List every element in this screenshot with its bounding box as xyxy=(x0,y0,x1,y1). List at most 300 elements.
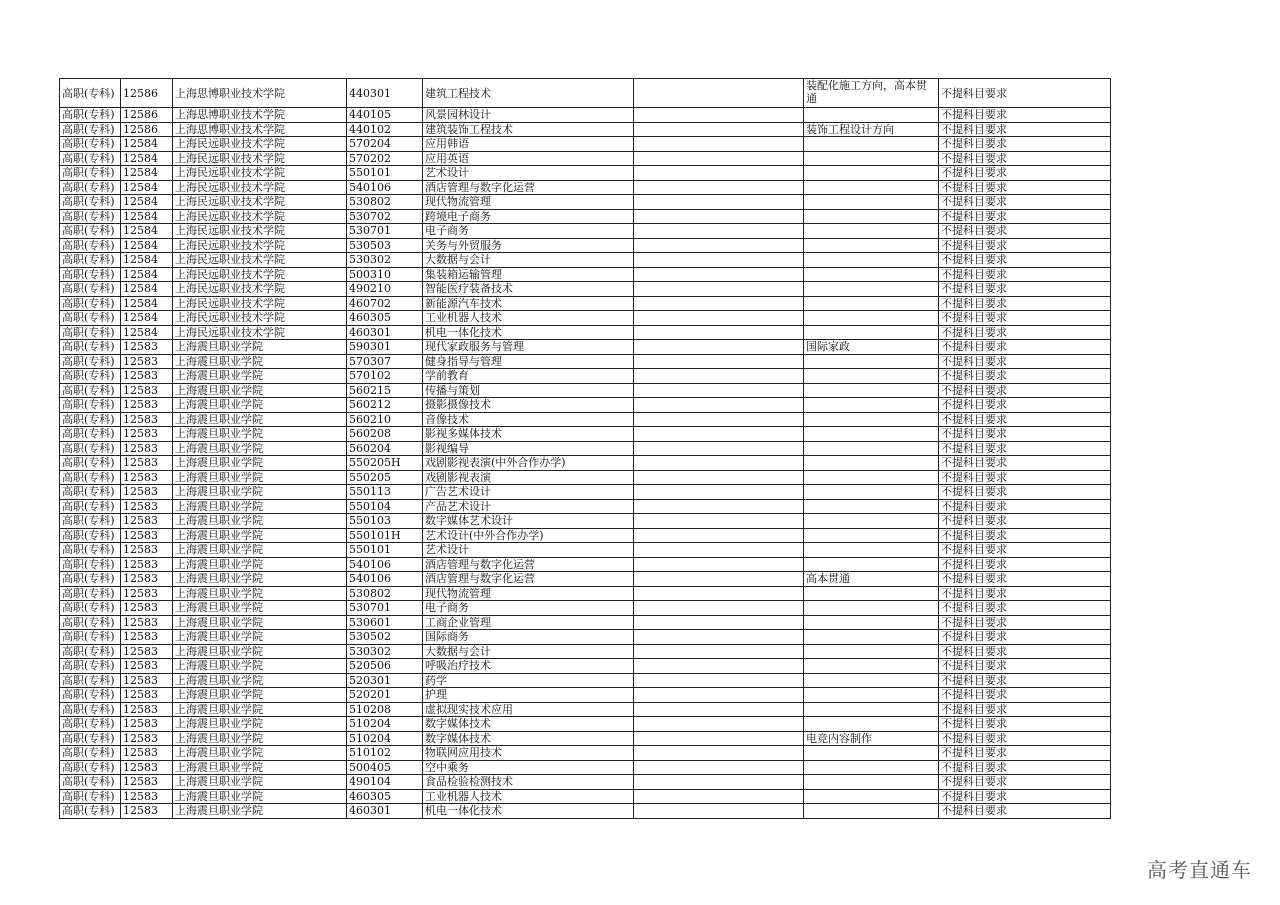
major-name-cell: 数字媒体艺术设计 xyxy=(423,514,634,529)
school-code-cell: 12583 xyxy=(121,499,173,514)
major-name-cell: 跨境电子商务 xyxy=(423,209,634,224)
major-name-cell: 关务与外贸服务 xyxy=(423,238,634,253)
major-code-cell: 550103 xyxy=(347,514,423,529)
major-name-cell: 戏剧影视表演(中外合作办学) xyxy=(423,456,634,471)
blank-cell xyxy=(634,296,804,311)
remark-cell xyxy=(804,238,939,253)
subject-requirement-cell: 不提科目要求 xyxy=(939,673,1111,688)
remark-cell: 高本贯通 xyxy=(804,572,939,587)
level-cell: 高职(专科) xyxy=(60,746,121,761)
major-name-cell: 产品艺术设计 xyxy=(423,499,634,514)
major-name-cell: 数字媒体技术 xyxy=(423,717,634,732)
school-code-cell: 12584 xyxy=(121,325,173,340)
subject-requirement-cell: 不提科目要求 xyxy=(939,586,1111,601)
table-row xyxy=(60,238,1111,253)
school-code-cell: 12583 xyxy=(121,383,173,398)
school-name-cell: 上海震旦职业学院 xyxy=(173,659,347,674)
school-code-cell: 12583 xyxy=(121,354,173,369)
level-cell: 高职(专科) xyxy=(60,557,121,572)
major-name-cell: 传播与策划 xyxy=(423,383,634,398)
school-name-cell: 上海思博职业技术学院 xyxy=(173,79,347,108)
subject-requirement-cell: 不提科目要求 xyxy=(939,760,1111,775)
major-name-cell: 现代物流管理 xyxy=(423,195,634,210)
level-cell: 高职(专科) xyxy=(60,137,121,152)
major-name-cell: 酒店管理与数字化运营 xyxy=(423,557,634,572)
subject-requirement-cell: 不提科目要求 xyxy=(939,528,1111,543)
blank-cell xyxy=(634,398,804,413)
table-row xyxy=(60,267,1111,282)
major-name-cell: 食品检验检测技术 xyxy=(423,775,634,790)
table-row xyxy=(60,456,1111,471)
remark-cell xyxy=(804,427,939,442)
table-row xyxy=(60,499,1111,514)
major-name-cell: 大数据与会计 xyxy=(423,644,634,659)
blank-cell xyxy=(634,804,804,819)
table-row xyxy=(60,412,1111,427)
major-name-cell: 空中乘务 xyxy=(423,760,634,775)
level-cell: 高职(专科) xyxy=(60,209,121,224)
major-name-cell: 药学 xyxy=(423,673,634,688)
remark-cell xyxy=(804,644,939,659)
school-code-cell: 12583 xyxy=(121,340,173,355)
subject-requirement-cell: 不提科目要求 xyxy=(939,180,1111,195)
major-table xyxy=(59,78,1111,819)
level-cell: 高职(专科) xyxy=(60,644,121,659)
table-row xyxy=(60,804,1111,819)
remark-cell xyxy=(804,383,939,398)
major-code-cell: 560215 xyxy=(347,383,423,398)
table-row xyxy=(60,659,1111,674)
school-code-cell: 12583 xyxy=(121,717,173,732)
level-cell: 高职(专科) xyxy=(60,195,121,210)
major-name-cell: 电子商务 xyxy=(423,224,634,239)
table-row xyxy=(60,441,1111,456)
blank-cell xyxy=(634,470,804,485)
major-code-cell: 530302 xyxy=(347,253,423,268)
school-name-cell: 上海震旦职业学院 xyxy=(173,717,347,732)
table-row xyxy=(60,151,1111,166)
subject-requirement-cell: 不提科目要求 xyxy=(939,644,1111,659)
level-cell: 高职(专科) xyxy=(60,775,121,790)
subject-requirement-cell: 不提科目要求 xyxy=(939,630,1111,645)
school-name-cell: 上海震旦职业学院 xyxy=(173,528,347,543)
major-name-cell: 现代家政服务与管理 xyxy=(423,340,634,355)
school-code-cell: 12584 xyxy=(121,137,173,152)
remark-cell xyxy=(804,195,939,210)
major-name-cell: 机电一体化技术 xyxy=(423,804,634,819)
school-name-cell: 上海民远职业技术学院 xyxy=(173,195,347,210)
blank-cell xyxy=(634,137,804,152)
blank-cell xyxy=(634,180,804,195)
school-name-cell: 上海震旦职业学院 xyxy=(173,673,347,688)
subject-requirement-cell: 不提科目要求 xyxy=(939,717,1111,732)
level-cell: 高职(专科) xyxy=(60,499,121,514)
level-cell: 高职(专科) xyxy=(60,180,121,195)
remark-cell xyxy=(804,108,939,123)
major-code-cell: 500310 xyxy=(347,267,423,282)
major-code-cell: 490104 xyxy=(347,775,423,790)
major-table-body xyxy=(60,79,1111,819)
blank-cell xyxy=(634,717,804,732)
blank-cell xyxy=(634,659,804,674)
table-row xyxy=(60,760,1111,775)
level-cell: 高职(专科) xyxy=(60,412,121,427)
blank-cell xyxy=(634,543,804,558)
level-cell: 高职(专科) xyxy=(60,804,121,819)
table-row xyxy=(60,702,1111,717)
table-row xyxy=(60,311,1111,326)
school-name-cell: 上海思博职业技术学院 xyxy=(173,108,347,123)
subject-requirement-cell: 不提科目要求 xyxy=(939,369,1111,384)
subject-requirement-cell: 不提科目要求 xyxy=(939,311,1111,326)
remark-cell xyxy=(804,267,939,282)
subject-requirement-cell: 不提科目要求 xyxy=(939,166,1111,181)
table-row xyxy=(60,137,1111,152)
subject-requirement-cell: 不提科目要求 xyxy=(939,209,1111,224)
blank-cell xyxy=(634,731,804,746)
blank-cell xyxy=(634,325,804,340)
blank-cell xyxy=(634,514,804,529)
major-name-cell: 集装箱运输管理 xyxy=(423,267,634,282)
school-code-cell: 12586 xyxy=(121,122,173,137)
level-cell: 高职(专科) xyxy=(60,108,121,123)
school-code-cell: 12584 xyxy=(121,253,173,268)
blank-cell xyxy=(634,427,804,442)
major-code-cell: 530701 xyxy=(347,601,423,616)
school-code-cell: 12584 xyxy=(121,267,173,282)
remark-cell xyxy=(804,586,939,601)
subject-requirement-cell: 不提科目要求 xyxy=(939,615,1111,630)
table-row xyxy=(60,789,1111,804)
school-code-cell: 12584 xyxy=(121,296,173,311)
blank-cell xyxy=(634,166,804,181)
blank-cell xyxy=(634,456,804,471)
school-code-cell: 12584 xyxy=(121,180,173,195)
major-code-cell: 530503 xyxy=(347,238,423,253)
remark-cell xyxy=(804,224,939,239)
school-name-cell: 上海震旦职业学院 xyxy=(173,354,347,369)
school-code-cell: 12584 xyxy=(121,209,173,224)
major-code-cell: 530701 xyxy=(347,224,423,239)
major-name-cell: 建筑工程技术 xyxy=(423,79,634,108)
school-name-cell: 上海民远职业技术学院 xyxy=(173,166,347,181)
school-name-cell: 上海民远职业技术学院 xyxy=(173,253,347,268)
table-row xyxy=(60,296,1111,311)
school-code-cell: 12583 xyxy=(121,789,173,804)
table-row xyxy=(60,383,1111,398)
school-name-cell: 上海震旦职业学院 xyxy=(173,514,347,529)
school-code-cell: 12583 xyxy=(121,485,173,500)
major-code-cell: 520301 xyxy=(347,673,423,688)
blank-cell xyxy=(634,224,804,239)
subject-requirement-cell: 不提科目要求 xyxy=(939,557,1111,572)
subject-requirement-cell: 不提科目要求 xyxy=(939,702,1111,717)
blank-cell xyxy=(634,340,804,355)
major-code-cell: 510204 xyxy=(347,717,423,732)
school-code-cell: 12584 xyxy=(121,224,173,239)
school-code-cell: 12583 xyxy=(121,514,173,529)
school-code-cell: 12583 xyxy=(121,427,173,442)
major-name-cell: 艺术设计 xyxy=(423,543,634,558)
subject-requirement-cell: 不提科目要求 xyxy=(939,688,1111,703)
school-code-cell: 12583 xyxy=(121,586,173,601)
blank-cell xyxy=(634,702,804,717)
level-cell: 高职(专科) xyxy=(60,166,121,181)
remark-cell xyxy=(804,209,939,224)
table-row xyxy=(60,224,1111,239)
level-cell: 高职(专科) xyxy=(60,253,121,268)
blank-cell xyxy=(634,441,804,456)
level-cell: 高职(专科) xyxy=(60,311,121,326)
level-cell: 高职(专科) xyxy=(60,543,121,558)
level-cell: 高职(专科) xyxy=(60,151,121,166)
major-name-cell: 呼吸治疗技术 xyxy=(423,659,634,674)
level-cell: 高职(专科) xyxy=(60,325,121,340)
school-name-cell: 上海震旦职业学院 xyxy=(173,412,347,427)
school-code-cell: 12583 xyxy=(121,456,173,471)
blank-cell xyxy=(634,630,804,645)
remark-cell xyxy=(804,282,939,297)
table-row xyxy=(60,673,1111,688)
school-code-cell: 12584 xyxy=(121,238,173,253)
major-name-cell: 酒店管理与数字化运营 xyxy=(423,180,634,195)
major-code-cell: 520201 xyxy=(347,688,423,703)
school-code-cell: 12583 xyxy=(121,398,173,413)
level-cell: 高职(专科) xyxy=(60,688,121,703)
major-code-cell: 460305 xyxy=(347,311,423,326)
subject-requirement-cell: 不提科目要求 xyxy=(939,746,1111,761)
major-name-cell: 应用韩语 xyxy=(423,137,634,152)
blank-cell xyxy=(634,528,804,543)
school-code-cell: 12583 xyxy=(121,775,173,790)
remark-cell xyxy=(804,804,939,819)
major-name-cell: 国际商务 xyxy=(423,630,634,645)
level-cell: 高职(专科) xyxy=(60,369,121,384)
major-code-cell: 570202 xyxy=(347,151,423,166)
blank-cell xyxy=(634,108,804,123)
major-name-cell: 影视多媒体技术 xyxy=(423,427,634,442)
level-cell: 高职(专科) xyxy=(60,456,121,471)
level-cell: 高职(专科) xyxy=(60,340,121,355)
major-code-cell: 510204 xyxy=(347,731,423,746)
major-name-cell: 应用英语 xyxy=(423,151,634,166)
subject-requirement-cell: 不提科目要求 xyxy=(939,354,1111,369)
school-code-cell: 12583 xyxy=(121,601,173,616)
subject-requirement-cell: 不提科目要求 xyxy=(939,253,1111,268)
blank-cell xyxy=(634,601,804,616)
major-code-cell: 460301 xyxy=(347,325,423,340)
school-name-cell: 上海震旦职业学院 xyxy=(173,775,347,790)
major-code-cell: 560212 xyxy=(347,398,423,413)
major-code-cell: 530702 xyxy=(347,209,423,224)
blank-cell xyxy=(634,760,804,775)
level-cell: 高职(专科) xyxy=(60,383,121,398)
major-code-cell: 490210 xyxy=(347,282,423,297)
major-code-cell: 540106 xyxy=(347,180,423,195)
subject-requirement-cell: 不提科目要求 xyxy=(939,151,1111,166)
blank-cell xyxy=(634,122,804,137)
remark-cell: 国际家政 xyxy=(804,340,939,355)
major-name-cell: 摄影摄像技术 xyxy=(423,398,634,413)
major-code-cell: 560208 xyxy=(347,427,423,442)
table-row xyxy=(60,122,1111,137)
school-name-cell: 上海震旦职业学院 xyxy=(173,557,347,572)
remark-cell xyxy=(804,311,939,326)
school-name-cell: 上海民远职业技术学院 xyxy=(173,137,347,152)
major-code-cell: 520506 xyxy=(347,659,423,674)
subject-requirement-cell: 不提科目要求 xyxy=(939,296,1111,311)
subject-requirement-cell: 不提科目要求 xyxy=(939,659,1111,674)
level-cell: 高职(专科) xyxy=(60,282,121,297)
major-code-cell: 510208 xyxy=(347,702,423,717)
subject-requirement-cell: 不提科目要求 xyxy=(939,499,1111,514)
level-cell: 高职(专科) xyxy=(60,427,121,442)
remark-cell xyxy=(804,470,939,485)
blank-cell xyxy=(634,311,804,326)
major-code-cell: 550101 xyxy=(347,543,423,558)
subject-requirement-cell: 不提科目要求 xyxy=(939,456,1111,471)
table-row xyxy=(60,586,1111,601)
school-name-cell: 上海民远职业技术学院 xyxy=(173,267,347,282)
remark-cell xyxy=(804,354,939,369)
table-row xyxy=(60,644,1111,659)
table-row xyxy=(60,340,1111,355)
major-code-cell: 570307 xyxy=(347,354,423,369)
level-cell: 高职(专科) xyxy=(60,659,121,674)
level-cell: 高职(专科) xyxy=(60,514,121,529)
subject-requirement-cell: 不提科目要求 xyxy=(939,412,1111,427)
table-row xyxy=(60,470,1111,485)
major-code-cell: 540106 xyxy=(347,557,423,572)
blank-cell xyxy=(634,615,804,630)
level-cell: 高职(专科) xyxy=(60,789,121,804)
school-code-cell: 12583 xyxy=(121,673,173,688)
major-name-cell: 护理 xyxy=(423,688,634,703)
school-name-cell: 上海民远职业技术学院 xyxy=(173,296,347,311)
school-name-cell: 上海震旦职业学院 xyxy=(173,760,347,775)
school-name-cell: 上海民远职业技术学院 xyxy=(173,224,347,239)
subject-requirement-cell: 不提科目要求 xyxy=(939,427,1111,442)
major-code-cell: 540106 xyxy=(347,572,423,587)
table-row xyxy=(60,209,1111,224)
major-code-cell: 440105 xyxy=(347,108,423,123)
major-name-cell: 风景园林设计 xyxy=(423,108,634,123)
table-row xyxy=(60,731,1111,746)
major-code-cell: 500405 xyxy=(347,760,423,775)
school-code-cell: 12583 xyxy=(121,528,173,543)
table-row xyxy=(60,253,1111,268)
school-code-cell: 12583 xyxy=(121,644,173,659)
table-row xyxy=(60,485,1111,500)
table-row xyxy=(60,746,1111,761)
school-name-cell: 上海震旦职业学院 xyxy=(173,383,347,398)
table-row xyxy=(60,79,1111,108)
subject-requirement-cell: 不提科目要求 xyxy=(939,340,1111,355)
remark-cell xyxy=(804,441,939,456)
level-cell: 高职(专科) xyxy=(60,586,121,601)
school-name-cell: 上海震旦职业学院 xyxy=(173,746,347,761)
subject-requirement-cell: 不提科目要求 xyxy=(939,804,1111,819)
major-name-cell: 酒店管理与数字化运营 xyxy=(423,572,634,587)
subject-requirement-cell: 不提科目要求 xyxy=(939,775,1111,790)
blank-cell xyxy=(634,412,804,427)
remark-cell xyxy=(804,151,939,166)
remark-cell xyxy=(804,296,939,311)
table-row xyxy=(60,528,1111,543)
major-code-cell: 590301 xyxy=(347,340,423,355)
school-code-cell: 12584 xyxy=(121,195,173,210)
level-cell: 高职(专科) xyxy=(60,702,121,717)
remark-cell xyxy=(804,180,939,195)
table-row xyxy=(60,630,1111,645)
school-name-cell: 上海震旦职业学院 xyxy=(173,456,347,471)
major-name-cell: 艺术设计(中外合作办学) xyxy=(423,528,634,543)
level-cell: 高职(专科) xyxy=(60,441,121,456)
school-code-cell: 12583 xyxy=(121,630,173,645)
blank-cell xyxy=(634,79,804,108)
remark-cell: 装配化施工方向，高本贯通 xyxy=(804,79,939,108)
major-code-cell: 530802 xyxy=(347,195,423,210)
school-code-cell: 12583 xyxy=(121,470,173,485)
blank-cell xyxy=(634,282,804,297)
table-row xyxy=(60,717,1111,732)
remark-cell xyxy=(804,514,939,529)
blank-cell xyxy=(634,746,804,761)
major-name-cell: 艺术设计 xyxy=(423,166,634,181)
blank-cell xyxy=(634,354,804,369)
subject-requirement-cell: 不提科目要求 xyxy=(939,195,1111,210)
major-code-cell: 550101H xyxy=(347,528,423,543)
subject-requirement-cell: 不提科目要求 xyxy=(939,470,1111,485)
blank-cell xyxy=(634,369,804,384)
major-code-cell: 530601 xyxy=(347,615,423,630)
school-code-cell: 12583 xyxy=(121,369,173,384)
remark-cell xyxy=(804,775,939,790)
major-code-cell: 570204 xyxy=(347,137,423,152)
school-code-cell: 12583 xyxy=(121,659,173,674)
school-name-cell: 上海民远职业技术学院 xyxy=(173,180,347,195)
table-row xyxy=(60,108,1111,123)
remark-cell xyxy=(804,499,939,514)
table-row xyxy=(60,325,1111,340)
subject-requirement-cell: 不提科目要求 xyxy=(939,79,1111,108)
table-row xyxy=(60,282,1111,297)
remark-cell: 装饰工程设计方向 xyxy=(804,122,939,137)
remark-cell xyxy=(804,557,939,572)
school-name-cell: 上海震旦职业学院 xyxy=(173,804,347,819)
level-cell: 高职(专科) xyxy=(60,731,121,746)
major-name-cell: 工商企业管理 xyxy=(423,615,634,630)
level-cell: 高职(专科) xyxy=(60,267,121,282)
school-code-cell: 12584 xyxy=(121,151,173,166)
school-name-cell: 上海震旦职业学院 xyxy=(173,499,347,514)
remark-cell xyxy=(804,137,939,152)
subject-requirement-cell: 不提科目要求 xyxy=(939,731,1111,746)
subject-requirement-cell: 不提科目要求 xyxy=(939,282,1111,297)
school-name-cell: 上海震旦职业学院 xyxy=(173,731,347,746)
school-name-cell: 上海震旦职业学院 xyxy=(173,688,347,703)
school-code-cell: 12584 xyxy=(121,166,173,181)
major-code-cell: 570102 xyxy=(347,369,423,384)
remark-cell xyxy=(804,601,939,616)
subject-requirement-cell: 不提科目要求 xyxy=(939,224,1111,239)
remark-cell xyxy=(804,746,939,761)
blank-cell xyxy=(634,151,804,166)
school-name-cell: 上海民远职业技术学院 xyxy=(173,282,347,297)
major-name-cell: 戏剧影视表演 xyxy=(423,470,634,485)
remark-cell xyxy=(804,615,939,630)
level-cell: 高职(专科) xyxy=(60,673,121,688)
